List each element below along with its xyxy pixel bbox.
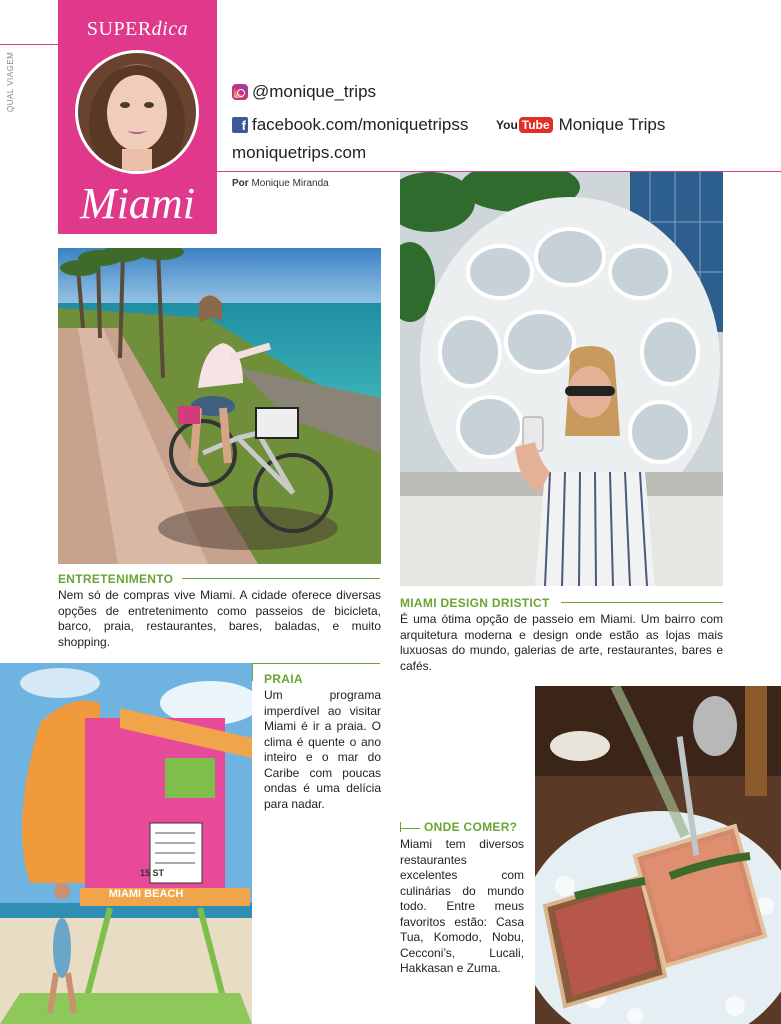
- comer-text: Miami tem diversos restaurantes excelentes com culinárias do mundo todo. Entre meus favoritos estão: Casa Tua, Komodo, Nobu, Cecconi’s, Lucali, Hakkasan e Zuma.: [400, 837, 524, 975]
- side-rule: [0, 44, 58, 45]
- instagram-icon: [232, 84, 248, 100]
- entretenimento-rule: [182, 578, 380, 579]
- entretenimento-text: Nem só de compras vive Miami. A cidade oferece diversas opções de entretenimento como passeios de bicicleta, barco, praia, restaurantes, bares, baladas, e muito shopping.: [58, 588, 381, 649]
- superdica-title: SUPERdica: [86, 18, 189, 40]
- food-photo: [535, 686, 781, 1024]
- instagram-handle[interactable]: [232, 82, 376, 102]
- lifeguard-sign: MIAMI BEACH: [108, 888, 184, 900]
- facebook-icon: f: [232, 117, 248, 133]
- website-link[interactable]: [232, 143, 366, 163]
- lifeguard-photo: [0, 663, 252, 1024]
- design-rule: [561, 602, 723, 603]
- design-text: É uma ótima opção de passeio em Miami. Um bairro com arquitetura moderna e design onde estão as lojas mais luxuosas do mundo, galerias de arte, restaurantes, bares e cafés.: [400, 612, 723, 673]
- avatar-illustration: [78, 53, 196, 171]
- comer-tick: [400, 822, 401, 832]
- city-title: Miami: [80, 179, 195, 228]
- author-avatar: [75, 50, 199, 174]
- lifeguard-number: 15 ST: [140, 868, 165, 878]
- praia-tick: [252, 663, 253, 681]
- youtube-channel[interactable]: [496, 115, 665, 135]
- website-text: moniquetrips.com: [232, 143, 367, 162]
- youtube-text: Monique Trips: [558, 115, 666, 134]
- entretenimento-title: ENTRETENIMENTO: [58, 572, 174, 586]
- instagram-text: @monique_trips: [252, 82, 377, 101]
- design-title: MIAMI DESIGN DRISTICT: [400, 596, 550, 610]
- youtube-icon: You Tube: [496, 117, 553, 133]
- bike-photo: [58, 248, 381, 564]
- comer-title: ONDE COMER?: [424, 820, 518, 834]
- comer-rule: [400, 828, 420, 829]
- facebook-text: facebook.com/moniquetripss: [252, 115, 469, 134]
- magazine-label: QUAL VIAGEM: [6, 51, 15, 112]
- byline: Por Monique Miranda: [232, 178, 329, 189]
- facebook-link[interactable]: [232, 115, 468, 135]
- praia-title: PRAIA: [264, 672, 303, 686]
- praia-text: Um programa imperdível ao visitar Miami é ir a praia. O clima é quente o ano inteiro e o mar do Caribe com poucas ondas é uma delícia para nadar.: [264, 688, 381, 811]
- praia-rule: [252, 663, 380, 664]
- design-district-photo: [400, 172, 723, 586]
